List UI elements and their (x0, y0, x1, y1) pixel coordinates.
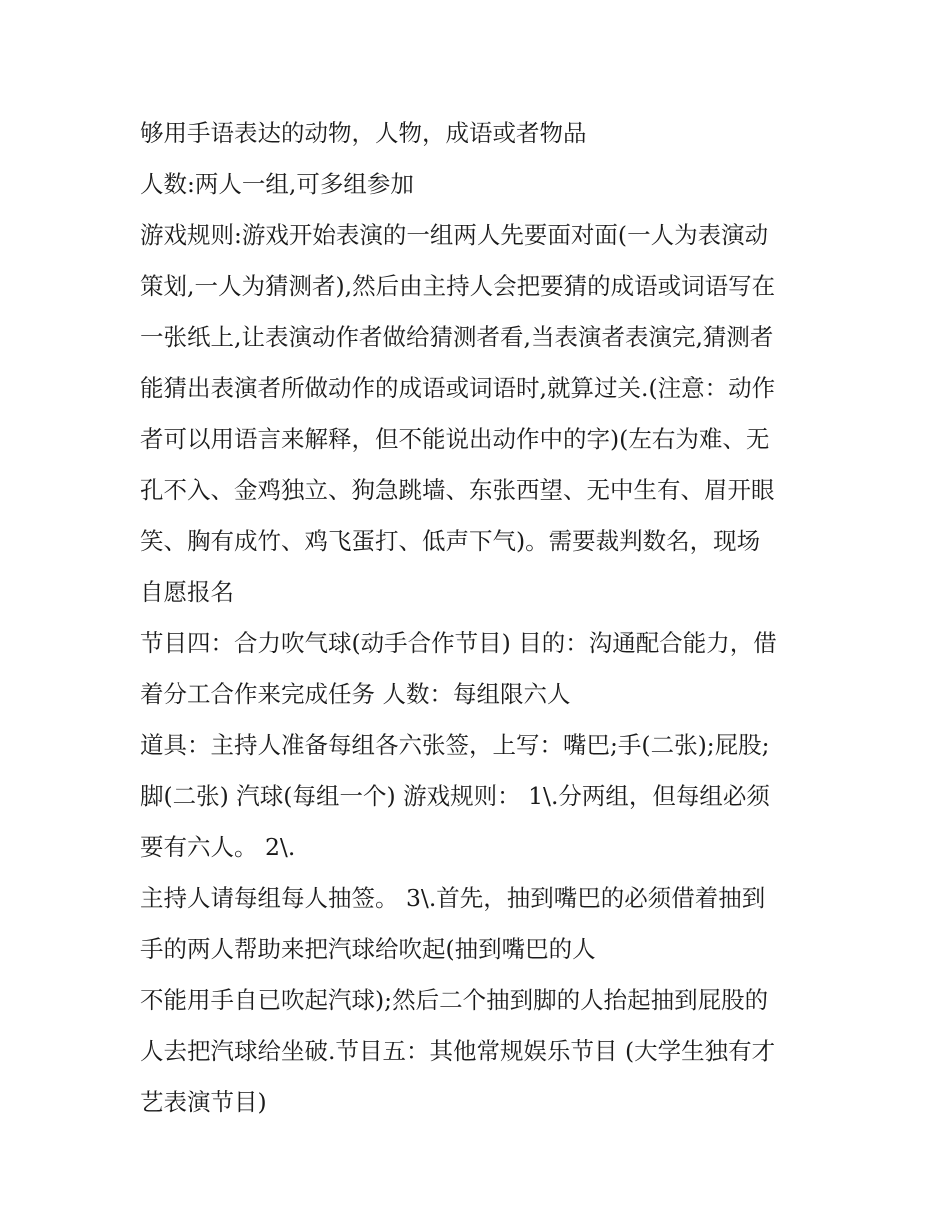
text-line: 孔不入、金鸡独立、狗急跳墙、东张西望、无中生有、眉开眼 (140, 476, 775, 504)
text-line: 够用手语表达的动物，人物，成语或者物品 (140, 119, 587, 147)
text-line: 不能用手自已吹起汽球);然后二个抽到脚的人抬起抽到屁股的 (140, 986, 769, 1014)
text-line: 一张纸上,让表演动作者做给猜测者看,当表演者表演完,猜测者 (140, 323, 774, 351)
text-line: 自愿报名 (140, 578, 234, 606)
text-line: 人数:两人一组,可多组参加 (140, 170, 414, 198)
text-line: 道具：主持人准备每组各六张签，上写：嘴巴;手(二张);屁股; (140, 731, 770, 759)
text-line: 脚(二张) 汽球(每组一个) 游戏规则： 1\.分两组，但每组必须 (140, 782, 770, 810)
text-line: 主持人请每组每人抽签。 3\.首先，抽到嘴巴的必须借着抽到 (140, 884, 766, 912)
text-line: 人去把汽球给坐破.节目五：其他常规娱乐节目 (大学生独有才 (140, 1037, 776, 1065)
text-line: 策划,一人为猜测者),然后由主持人会把要猜的成语或词语写在 (140, 272, 776, 300)
document-body (140, 108, 830, 1128)
text-line: 节目四：合力吹气球(动手合作节目) 目的：沟通配合能力，借 (140, 629, 777, 657)
text-line: 者可以用语言来解释，但不能说出动作中的字)(左右为难、无 (140, 425, 770, 453)
text-line: 着分工合作来完成任务 人数：每组限六人 (140, 680, 571, 708)
text-line: 能猜出表演者所做动作的成语或词语时,就算过关.(注意：动作 (140, 374, 776, 402)
text-line: 要有六人。 2\. (140, 833, 296, 861)
text-line: 游戏规则:游戏开始表演的一组两人先要面对面(一人为表演动 (140, 221, 769, 249)
text-line: 笑、胸有成竹、鸡飞蛋打、低声下气)。需要裁判数名，现场 (140, 527, 761, 555)
text-line: 手的两人帮助来把汽球给吹起(抽到嘴巴的人 (140, 935, 596, 963)
text-line: 艺表演节目) (140, 1088, 267, 1116)
